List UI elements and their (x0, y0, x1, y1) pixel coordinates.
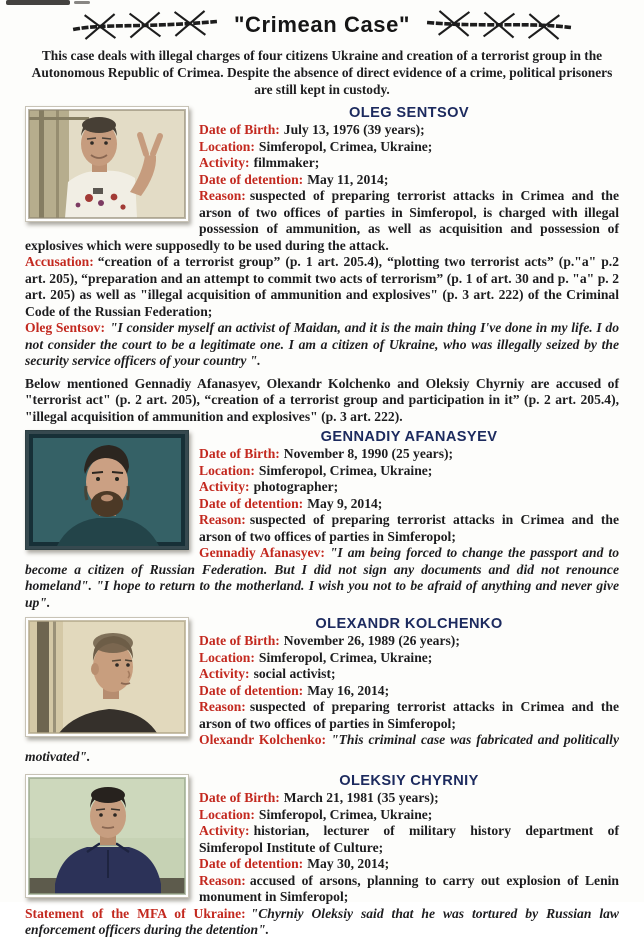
person-section-sentsov (25, 105, 619, 370)
detail-label: Reason: (199, 872, 246, 888)
barbed-wire-left-icon (69, 5, 220, 44)
person-section-chyrniy (25, 773, 619, 939)
person-name: GENNADIY AFANASYEV (320, 429, 498, 445)
kolchenko-portrait-illustration (29, 621, 185, 733)
detail-label: Date of Birth: (199, 633, 280, 648)
detail-value: May 16, 2014; (307, 682, 390, 698)
interlude-paragraph: Below mentioned Gennadiy Afanasyev, Olexandr Kolchenko and Oleksiy Chyrniy are accused of "terrorist act" (p. 2 art. 205), “creation of a terrorist group and participation in it” (p. 2 art. 205.4), "illegal acquisition of ammunition and explosives" (p. 3 art. 222). (25, 375, 619, 424)
chyrniy-portrait-illustration (29, 778, 185, 894)
person-section-afanasyev (25, 429, 619, 611)
quote-speaker: Oleg Sentsov: (25, 320, 105, 335)
photo-gennadiy-afanasyev (25, 430, 189, 550)
person-name: OLEG SENTSOV (349, 105, 469, 121)
person-name: OLEKSIY CHYRNIY (339, 773, 479, 789)
photo-oleg-sentsov (25, 106, 189, 222)
detail-label: Reason: (199, 699, 246, 714)
detail-label: Date of Birth: (199, 122, 280, 137)
quote-text: "I consider myself an activist of Maidan, and it is the main thing I've done in my life. I do not consider the court to be a legitimate one. I am a citizen of Ukraine, who was illegally seized by the security service officers of your country ". (25, 320, 619, 368)
detail-value: suspected of preparing terrorist attacks in Crimea and the arson of two offices of parties in Simferopol; (199, 699, 619, 731)
detail-value: suspected of preparing terrorist attacks in Crimea and the arson of two offices of parties in Simferopol; (199, 512, 619, 544)
intro-paragraph: This case deals with illegal charges of four citizens Ukraine and creation of a terrorist group in the Autonomous Republic of Crimea. Despite the absence of direct evidence of a crime, political prisoners are still kept in custody. (31, 48, 613, 97)
photo-oleksiy-chyrniy (25, 774, 189, 898)
detail-value: November 26, 1989 (26 years); (283, 633, 460, 648)
detail-label: Location: (199, 806, 255, 822)
detail-label: Date of Birth: (199, 446, 280, 461)
detail-label: Date of detention: (199, 495, 304, 511)
detail-value: Simferopol, Crimea, Ukraine; (258, 649, 433, 665)
detail-value: July 13, 1976 (39 years); (283, 122, 425, 137)
statement-paragraph (25, 906, 619, 939)
accusation-label: Accusation: (25, 254, 94, 269)
detail-label: Activity: (199, 823, 250, 838)
detail-label: Reason: (199, 188, 246, 203)
detail-label: Activity: (199, 479, 250, 494)
photo-olexandr-kolchenko (25, 617, 189, 737)
detail-value: Simferopol, Crimea, Ukraine; (258, 806, 433, 822)
detail-label: Date of Birth: (199, 790, 280, 805)
detail-label: Activity: (199, 155, 250, 170)
detail-value: historian, lecturer of military history department of Simferopol Institute of Culture; (199, 823, 619, 855)
quote-paragraph (25, 545, 619, 611)
detail-value: suspected of preparing terrorist attacks in Crimea and the arson of two offices of parties in Simferopol, is charged with illegal possession of ammunition, as well as acquisition and possession of explosives which were supposedly to be used during the attack. (25, 188, 619, 253)
detail-label: Date of detention: (199, 856, 304, 871)
detail-value: November 8, 1990 (25 years); (283, 446, 454, 461)
detail-label: Date of detention: (199, 171, 304, 187)
accusation-value: “creation of a terrorist group” (p. 1 art. 205.4), “plotting two terrorist acts” (p."a" p.2 art. 205), “preparation and an attempt to commit two acts of terrorism” (p. 1 of art. 30 and p. "a" p. 2 art. 205) as well as "illegal acquisition of ammunition and explosives" (p. 3 art. 222) of the Criminal Code of the Russian Federation; (25, 254, 619, 319)
detail-label: Location: (199, 649, 255, 665)
accusation-paragraph (25, 254, 619, 320)
detail-value: May 30, 2014; (307, 856, 390, 871)
detail-label: Location: (199, 462, 255, 478)
detail-value: May 11, 2014; (307, 171, 389, 187)
detail-value: March 21, 1981 (35 years); (283, 790, 439, 805)
sentsov-portrait-illustration (29, 110, 185, 218)
quote-speaker: Olexandr Kolchenko: (199, 732, 327, 747)
detail-value: social activist; (253, 666, 336, 681)
quote-text: "I am being forced to change the passport and to become a citizen of Russian Federation. But I did not sign any documents and did not renounce homeland". "I hope to return to the motherland. I wish you not to be afraid of anything and never give up". (25, 545, 619, 610)
page-title: "Crimean Case" (234, 12, 410, 37)
quote-speaker: Gennadiy Afanasyev: (199, 545, 325, 560)
detail-value: accused of arsons, planning to carry out explosion of Lenin monument in Simferopol; (199, 872, 619, 904)
quote-speaker: Statement of the MFA of Ukraine: (25, 905, 246, 921)
detail-value: Simferopol, Crimea, Ukraine; (258, 138, 433, 154)
detail-value: Simferopol, Crimea, Ukraine; (258, 462, 433, 478)
masthead (25, 6, 619, 44)
person-section-kolchenko (25, 616, 619, 765)
quote-paragraph (25, 320, 619, 370)
detail-label: Date of detention: (199, 682, 304, 698)
detail-label: Activity: (199, 666, 250, 681)
scan-artifact (6, 0, 70, 5)
detail-label: Reason: (199, 512, 246, 527)
afanasyev-portrait-illustration (29, 434, 185, 546)
quote-text: "This criminal case was fabricated and politically motivated". (25, 732, 619, 764)
scan-artifact (74, 1, 90, 4)
detail-label: Location: (199, 138, 255, 154)
barbed-wire-right-icon (423, 5, 574, 44)
quote-text: "Chyrniy Oleksiy said that he was tortured by Russian law enforcement officers during the detention". (25, 905, 619, 937)
person-name: OLEXANDR KOLCHENKO (315, 616, 503, 632)
detail-value: filmmaker; (253, 155, 320, 170)
detail-value: photographer; (253, 479, 339, 494)
detail-value: May 9, 2014; (307, 495, 383, 511)
